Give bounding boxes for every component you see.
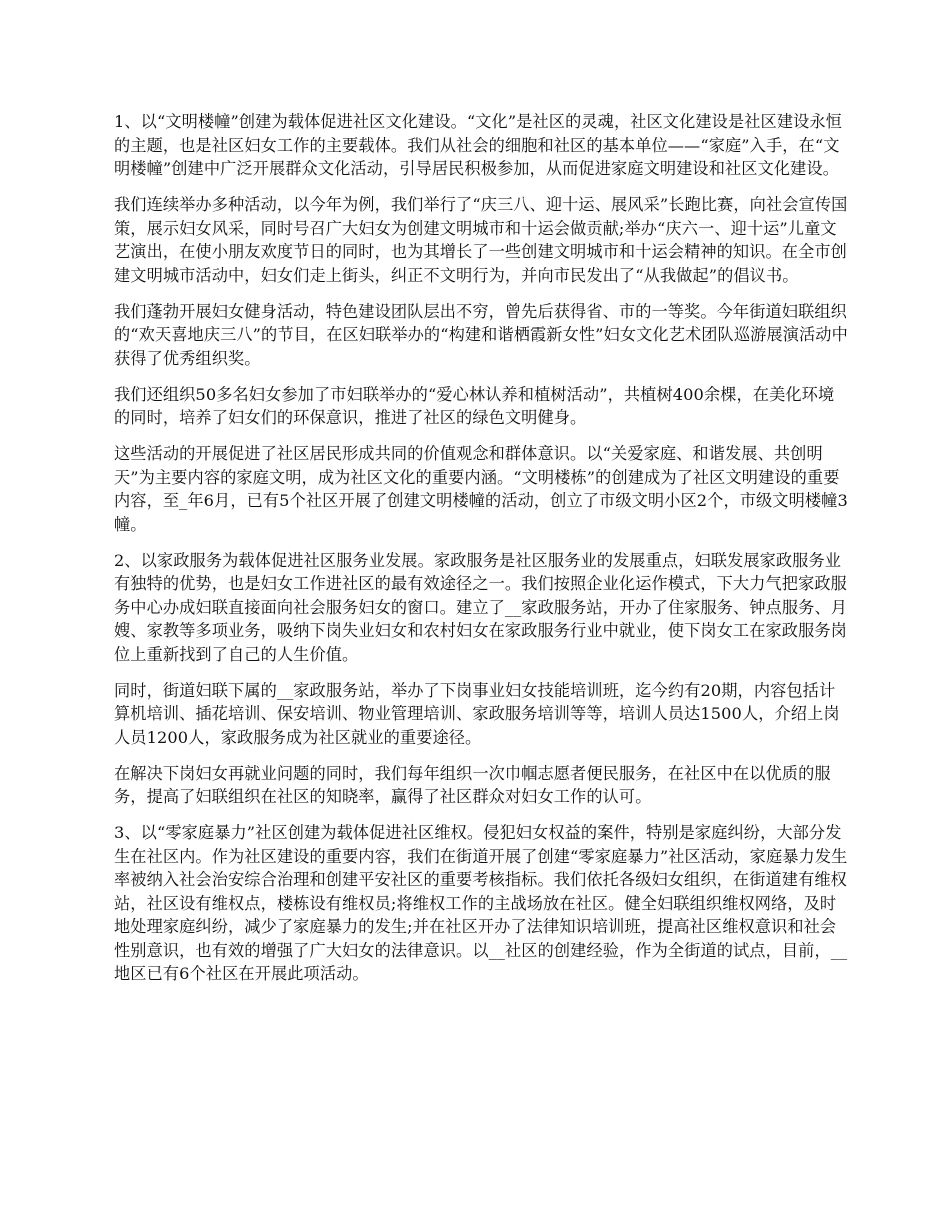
paragraph-1: 1、以“文明楼幢”创建为载体促进社区文化建设。“文化”是社区的灵魂，社区文化建设是社区建设永恒的主题，也是社区妇女工作的主要载体。我们从社会的细胞和社区的基本单位——“家庭”入手，在“文明楼幢”创建中广泛开展群众文化活动，引导居民积极参加，从而促进家庭文明建设和社区文化建设。	[114, 112, 842, 178]
paragraph-2: 我们连续举办多种活动，以今年为例，我们举行了“庆三八、迎十运、展风采”长跑比赛，向社会宣传国策，展示妇女风采，同时号召广大妇女为创建文明城市和十运会做贡献;举办“庆六一、迎十运”儿童文艺演出，在使小朋友欢度节日的同时，也为其增长了一些创建文明城市和十运会精神的知识。在全市创建文明城市活动中，妇女们走上街头，纠正不文明行为，并向市民发出了“从我做起”的倡议书。	[114, 195, 848, 285]
paragraph-7: 同时，街道妇联下属的__家政服务站，举办了下岗事业妇女技能培训班，迄今约有20期，内容包括计算机培训、插花培训、保安培训、物业管理培训、家政服务培训等等，培训人员达1500人，介绍上岗人员1200人，家政服务成为社区就业的重要途径。	[114, 680, 840, 747]
paragraph-9: 3、以“零家庭暴力”社区创建为载体促进社区维权。侵犯妇女权益的案件，特别是家庭纠纷，大部分发生在社区内。作为社区建设的重要内容，我们在街道开展了创建“零家庭暴力”社区活动，家庭暴力发生率被纳入社会治安综合治理和创建平安社区的重要考核指标。我们依托各级妇女组织，在街道建有维权站，社区设有维权点，楼栋设有维权员;将维权工作的主战场放在社区。健全妇联组织维权网络，及时地处理家庭纠纷，减少了家庭暴力的发生;并在社区开办了法律知识培训班，提高社区维权意识和社会性别意识，也有效的增强了广大妇女的法律意识。以__社区的创建经验，作为全街道的试点，目前，__地区已有6个社区在开展此项活动。	[114, 823, 848, 983]
paragraph-6: 2、以家政服务为载体促进社区服务业发展。家政服务是社区服务业的发展重点，妇联发展家政服务业有独特的优势，也是妇女工作进社区的最有效途径之一。我们按照企业化运作模式，下大力气把家政服务中心办成妇联直接面向社会服务妇女的窗口。建立了__家政服务站，开办了住家服务、钟点服务、月嫂、家教等多项业务，吸纳下岗失业妇女和农村妇女在家政服务行业中就业，使下岗女工在家政服务岗位上重新找到了自己的人生价值。	[114, 550, 848, 664]
paragraph-4: 我们还组织50多名妇女参加了市妇联举办的“爱心林认养和植树活动”，共植树400余棵，在美化环境的同时，培养了妇女们的环保意识，推进了社区的绿色文明健身。	[114, 384, 835, 427]
paragraph-8: 在解决下岗妇女再就业问题的同时，我们每年组织一次巾帼志愿者便民服务，在社区中在以优质的服务，提高了妇联组织在社区的知晓率，赢得了社区群众对妇女工作的认可。	[114, 763, 831, 806]
paragraph-5: 这些活动的开展促进了社区居民形成共同的价值观念和群体意识。以“关爱家庭、和谐发展、共创明天”为主要内容的家庭文明，成为社区文化的重要内涵。“文明楼栋”的创建成为了社区文明建设的重要内容，至_年6月，已有5个社区开展了创建文明楼幢的活动，创立了市级文明小区2个，市级文明楼幢3幢。	[114, 444, 848, 534]
paragraph-3: 我们蓬勃开展妇女健身活动，特色建设团队层出不穷，曾先后获得省、市的一等奖。今年街道妇联组织的“欢天喜地庆三八”的节目，在区妇联举办的“构建和谐栖霞新女性”妇女文化艺术团队巡游展演活动中获得了优秀组织奖。	[114, 301, 848, 368]
document-page	[114, 110, 850, 998]
